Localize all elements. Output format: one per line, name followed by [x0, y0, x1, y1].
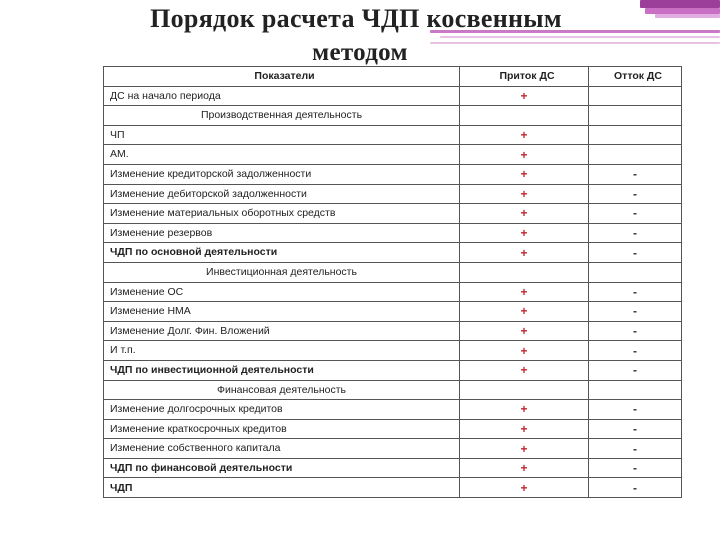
inflow-cell — [460, 106, 589, 126]
outflow-cell: - — [589, 184, 682, 204]
total-row — [104, 243, 682, 263]
table-row — [104, 86, 682, 106]
indicator-cell: Изменение собственного капитала — [104, 439, 460, 459]
outflow-cell: - — [589, 243, 682, 263]
inflow-cell: + — [460, 360, 589, 380]
indicator-cell: ЧДП — [104, 478, 460, 498]
indicator-cell: Изменение резервов — [104, 223, 460, 243]
outflow-cell — [589, 125, 682, 145]
table-row — [104, 204, 682, 224]
table-row — [104, 302, 682, 322]
inflow-cell: + — [460, 282, 589, 302]
header-inflow: Приток ДС — [460, 67, 589, 87]
table-row — [104, 164, 682, 184]
outflow-cell: - — [589, 164, 682, 184]
inflow-cell: + — [460, 341, 589, 361]
inflow-cell: + — [460, 458, 589, 478]
table-row — [104, 145, 682, 165]
inflow-cell: + — [460, 243, 589, 263]
header-outflow: Отток ДС — [589, 67, 682, 87]
indicator-cell: И т.п. — [104, 341, 460, 361]
outflow-cell: - — [589, 458, 682, 478]
inflow-cell: + — [460, 164, 589, 184]
inflow-cell: + — [460, 478, 589, 498]
indicator-cell: Изменение ОС — [104, 282, 460, 302]
outflow-cell: - — [589, 419, 682, 439]
outflow-cell — [589, 106, 682, 126]
table-row — [104, 184, 682, 204]
inflow-cell: + — [460, 302, 589, 322]
cash-flow-table-body — [104, 67, 682, 498]
inflow-cell — [460, 262, 589, 282]
inflow-cell: + — [460, 321, 589, 341]
outflow-cell: - — [589, 341, 682, 361]
outflow-cell — [589, 262, 682, 282]
inflow-cell: + — [460, 419, 589, 439]
outflow-cell: - — [589, 360, 682, 380]
table-row — [104, 223, 682, 243]
slide-title-line-2: методом — [312, 39, 408, 66]
slide-title-line-1: Порядок расчета ЧДП косвенным — [150, 4, 562, 33]
table-row — [104, 400, 682, 420]
inflow-cell: + — [460, 400, 589, 420]
indicator-cell: ЧДП по основной деятельности — [104, 243, 460, 263]
inflow-cell: + — [460, 145, 589, 165]
indicator-cell: ЧП — [104, 125, 460, 145]
indicator-cell: Изменение НМА — [104, 302, 460, 322]
total-row — [104, 360, 682, 380]
indicator-cell: ЧДП по инвестиционной деятельности — [104, 360, 460, 380]
indicator-cell: ЧДП по финансовой деятельности — [104, 458, 460, 478]
table-row — [104, 125, 682, 145]
indicator-cell: Изменение долгосрочных кредитов — [104, 400, 460, 420]
inflow-cell: + — [460, 86, 589, 106]
indicator-cell: Изменение кредиторской задолженности — [104, 164, 460, 184]
outflow-cell — [589, 86, 682, 106]
section-header-row — [104, 380, 682, 400]
outflow-cell: - — [589, 204, 682, 224]
outflow-cell: - — [589, 439, 682, 459]
table-header-row — [104, 67, 682, 87]
inflow-cell: + — [460, 125, 589, 145]
indicator-cell: АМ. — [104, 145, 460, 165]
table-row — [104, 341, 682, 361]
inflow-cell — [460, 380, 589, 400]
outflow-cell: - — [589, 400, 682, 420]
cash-flow-table — [103, 66, 682, 498]
indicator-cell: Изменение краткосрочных кредитов — [104, 419, 460, 439]
table-row — [104, 439, 682, 459]
section-title: Производственная деятельность — [104, 106, 460, 126]
outflow-cell — [589, 145, 682, 165]
outflow-cell: - — [589, 223, 682, 243]
outflow-cell: - — [589, 478, 682, 498]
inflow-cell: + — [460, 184, 589, 204]
outflow-cell: - — [589, 282, 682, 302]
inflow-cell: + — [460, 439, 589, 459]
section-title: Инвестиционная деятельность — [104, 262, 460, 282]
outflow-cell: - — [589, 302, 682, 322]
indicator-cell: Изменение материальных оборотных средств — [104, 204, 460, 224]
inflow-cell: + — [460, 223, 589, 243]
section-header-row — [104, 262, 682, 282]
inflow-cell: + — [460, 204, 589, 224]
section-header-row — [104, 106, 682, 126]
outflow-cell: - — [589, 321, 682, 341]
total-row — [104, 478, 682, 498]
header-indicator: Показатели — [104, 67, 460, 87]
decor-line-2 — [440, 36, 720, 38]
table-row — [104, 321, 682, 341]
indicator-cell: Изменение дебиторской задолженности — [104, 184, 460, 204]
indicator-cell: ДС на начало периода — [104, 86, 460, 106]
indicator-cell: Изменение Долг. Фин. Вложений — [104, 321, 460, 341]
section-title: Финансовая деятельность — [104, 380, 460, 400]
outflow-cell — [589, 380, 682, 400]
table-row — [104, 282, 682, 302]
table-row — [104, 419, 682, 439]
total-row — [104, 458, 682, 478]
